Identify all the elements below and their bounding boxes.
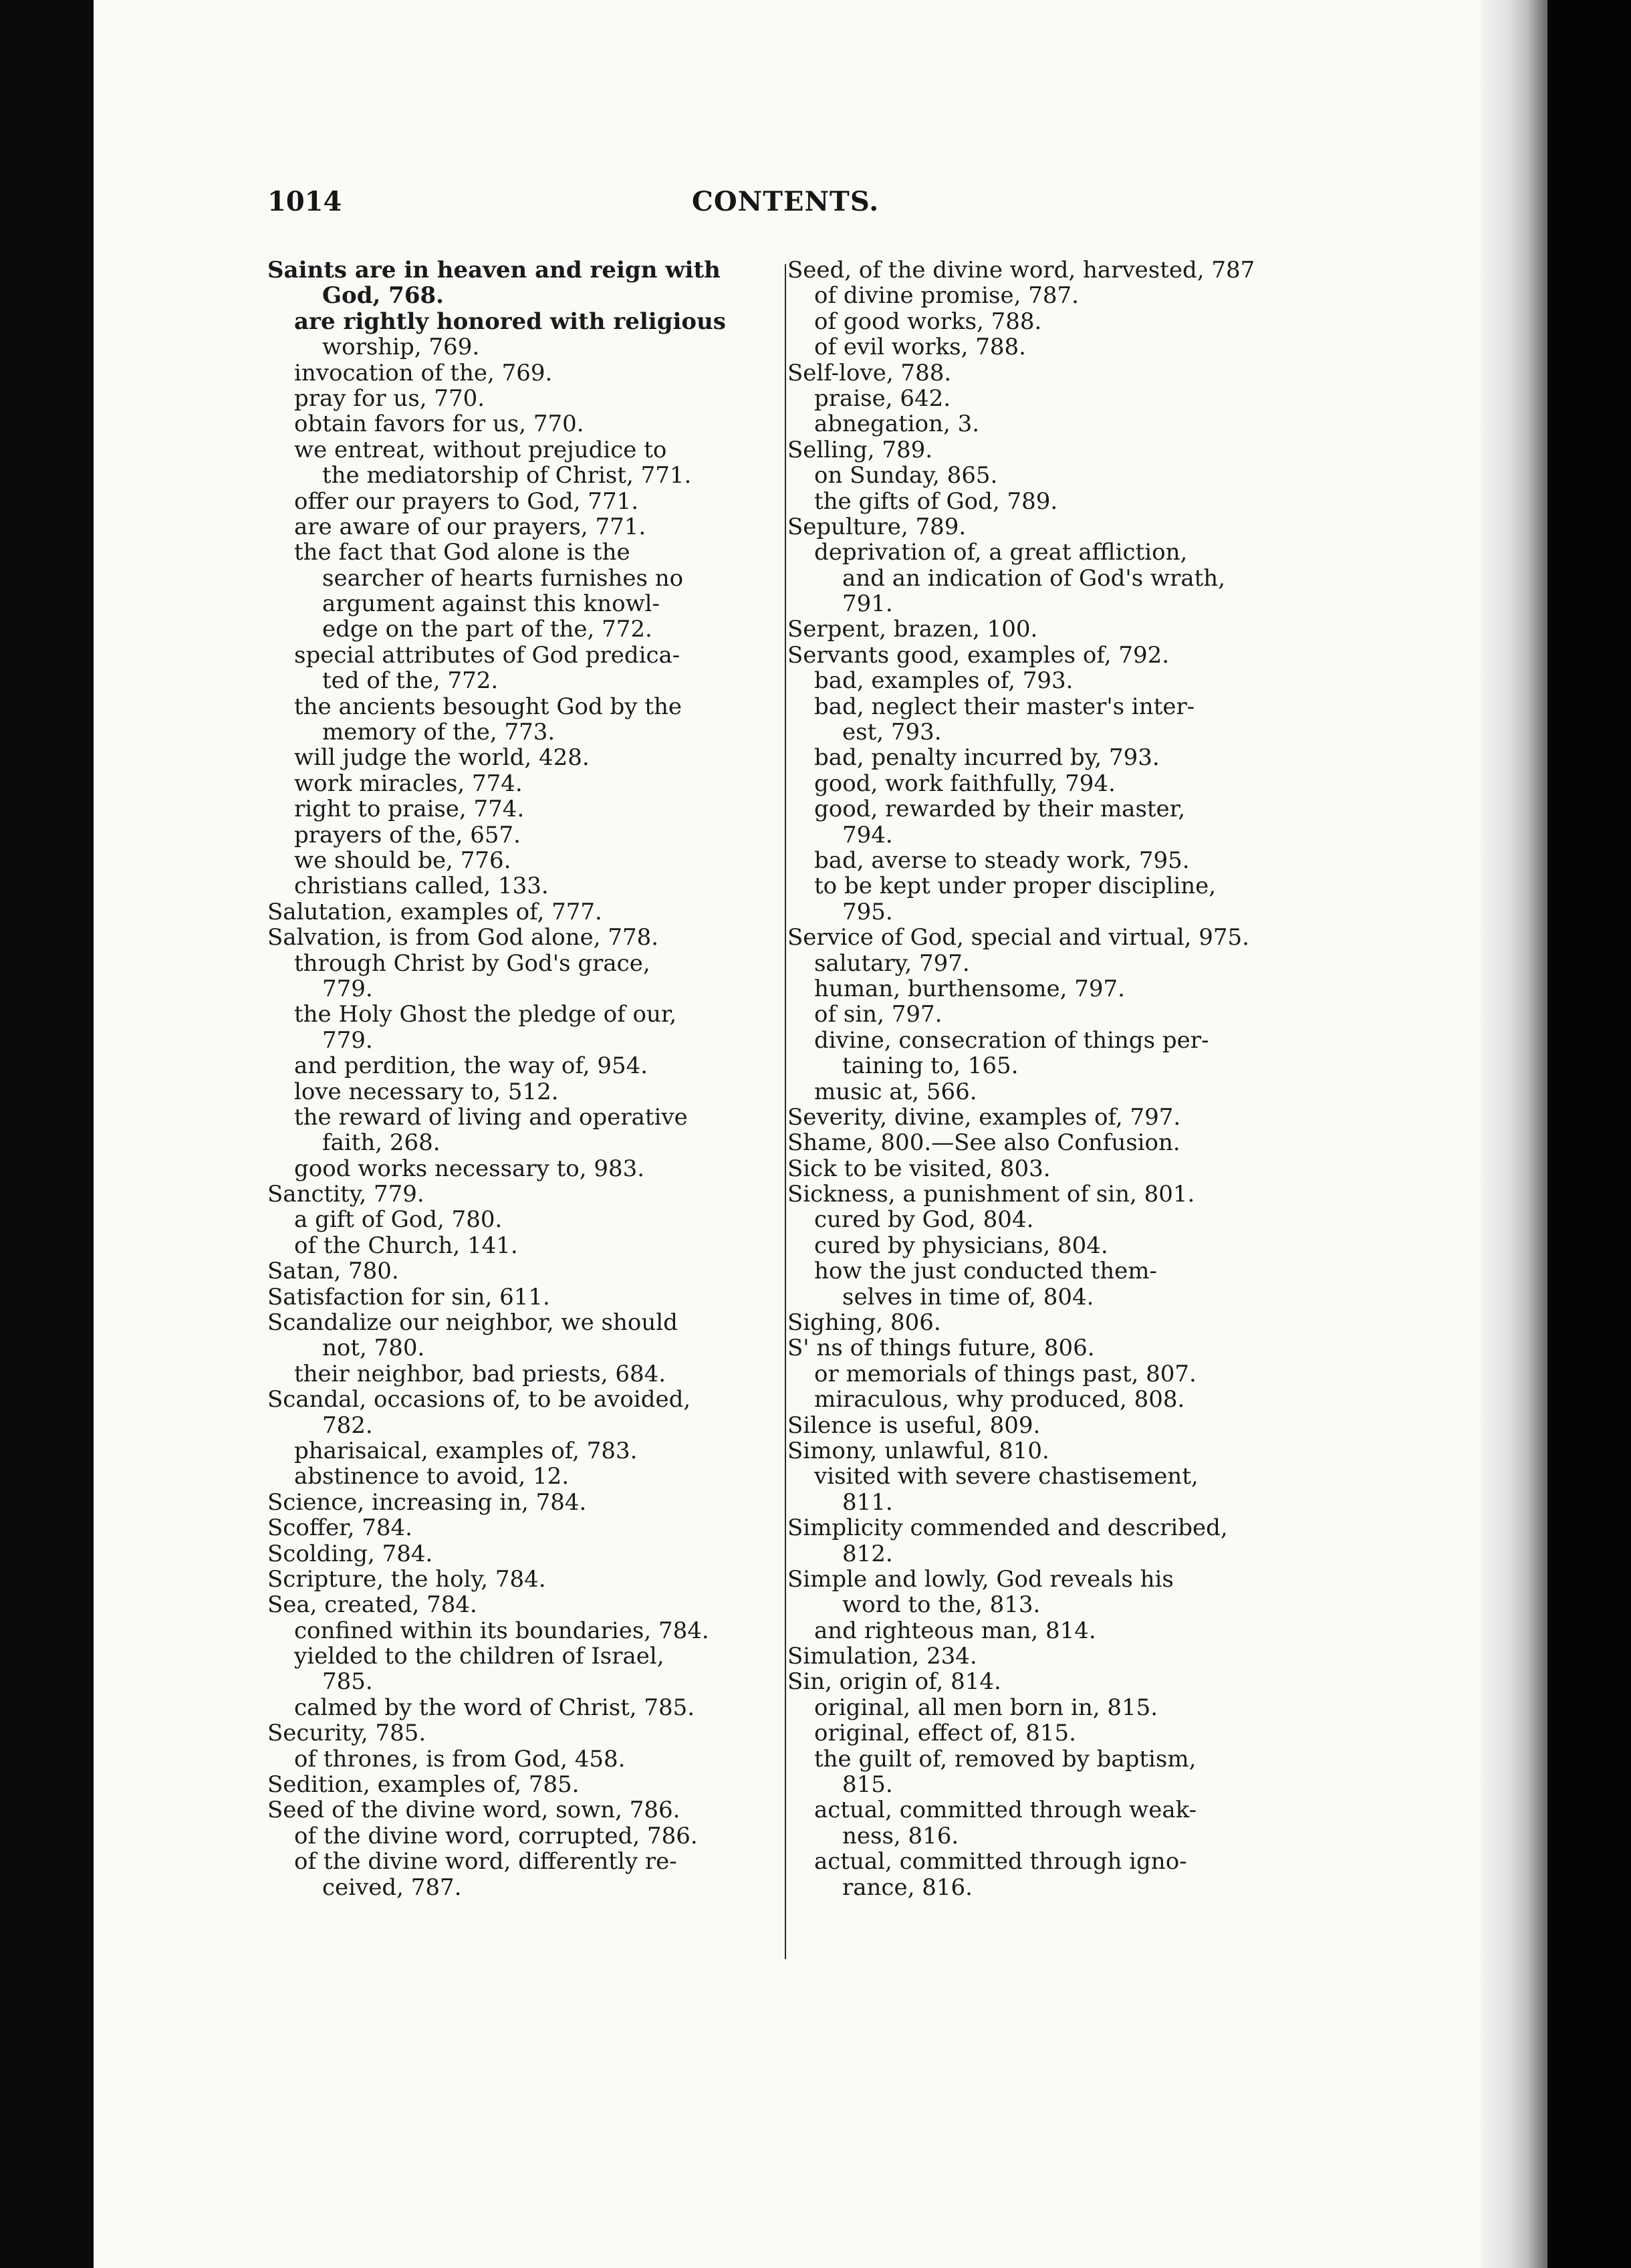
index-subentry: 812.: [842, 1540, 893, 1567]
index-subentry: the gifts of God, 789.: [814, 487, 1058, 515]
index-subentry: to be kept under proper discipline,: [814, 873, 1217, 900]
index-entry: Sickness, a punishment of sin, 801.: [787, 1181, 1195, 1208]
index-subentry: word to the, 813.: [842, 1591, 1041, 1619]
index-subentry: the fact that God alone is the: [294, 539, 630, 566]
index-subentry: obtain favors for us, 770.: [294, 411, 584, 438]
index-subentry: love necessary to, 512.: [294, 1078, 559, 1105]
index-subentry: God, 768.: [322, 282, 444, 310]
column-divider: [785, 264, 786, 1959]
page-header: [267, 186, 1297, 226]
index-subentry: 794.: [842, 821, 893, 848]
index-entry: Satisfaction for sin, 611.: [267, 1283, 550, 1311]
book-gutter: [1547, 0, 1631, 2268]
facing-page-edge: [1481, 0, 1547, 2268]
index-entry: Security, 785.: [267, 1720, 426, 1747]
index-entry: S' ns of things future, 806.: [787, 1335, 1095, 1362]
index-subentry: will judge the world, 428.: [294, 744, 590, 772]
index-subentry: cured by physicians, 804.: [814, 1232, 1108, 1259]
index-subentry: their neighbor, bad priests, 684.: [294, 1360, 666, 1387]
index-entry: Sanctity, 779.: [267, 1181, 424, 1208]
index-subentry: of divine promise, 787.: [814, 282, 1079, 310]
index-subentry: argument against this knowl-: [322, 590, 660, 618]
index-entry: Service of God, special and virtual, 975.: [787, 924, 1249, 951]
index-subentry: 785.: [322, 1668, 373, 1696]
index-subentry: searcher of hearts furnishes no: [322, 564, 684, 592]
index-subentry: music at, 566.: [814, 1078, 977, 1105]
index-subentry: ness, 816.: [842, 1822, 959, 1849]
index-subentry: we should be, 776.: [294, 846, 511, 874]
index-subentry: 782.: [322, 1411, 373, 1439]
index-subentry: christians called, 133.: [294, 873, 549, 900]
index-subentry: or memorials of things past, 807.: [814, 1360, 1197, 1387]
index-subentry: a gift of God, 780.: [294, 1206, 503, 1234]
index-subentry: faith, 268.: [322, 1129, 441, 1157]
index-subentry: pray for us, 770.: [294, 384, 485, 412]
index-entry: Satan, 780.: [267, 1258, 399, 1285]
index-subentry: of the divine word, differently re-: [294, 1848, 677, 1876]
index-subentry: 779.: [322, 975, 373, 1002]
index-entry: Seed of the divine word, sown, 786.: [267, 1797, 680, 1824]
index-subentry: deprivation of, a great affliction,: [814, 539, 1188, 566]
index-subentry: taining to, 165.: [842, 1052, 1019, 1080]
index-subentry: good, work faithfully, 794.: [814, 770, 1116, 797]
index-subentry: rance, 816.: [842, 1874, 973, 1901]
index-column-right: [787, 257, 1292, 1900]
index-entry: Selling, 789.: [787, 436, 933, 463]
index-subentry: of evil works, 788.: [814, 334, 1026, 361]
index-subentry: the mediatorship of Christ, 771.: [322, 462, 692, 489]
index-subentry: of the divine word, corrupted, 786.: [294, 1822, 698, 1849]
index-subentry: good, rewarded by their master,: [814, 796, 1186, 823]
index-subentry: of thrones, is from God, 458.: [294, 1745, 626, 1773]
index-subentry: and righteous man, 814.: [814, 1617, 1096, 1644]
index-subentry: abstinence to avoid, 12.: [294, 1463, 570, 1490]
index-subentry: original, effect of, 815.: [814, 1720, 1076, 1747]
index-subentry: confined within its boundaries, 784.: [294, 1617, 709, 1644]
index-entry: Salutation, examples of, 777.: [267, 898, 602, 925]
index-entry: Seed, of the divine word, harvested, 787: [787, 257, 1255, 284]
index-subentry: calmed by the word of Christ, 785.: [294, 1694, 695, 1721]
index-subentry: divine, consecration of things per-: [814, 1026, 1209, 1054]
index-subentry: actual, committed through igno-: [814, 1848, 1187, 1876]
index-subentry: original, all men born in, 815.: [814, 1694, 1158, 1721]
index-entry: Salvation, is from God alone, 778.: [267, 924, 659, 951]
index-subentry: the Holy Ghost the pledge of our,: [294, 1001, 677, 1028]
index-subentry: bad, neglect their master's inter-: [814, 693, 1195, 720]
index-entry: Sepulture, 789.: [787, 513, 967, 540]
index-entry: Scoffer, 784.: [267, 1514, 412, 1542]
index-subentry: we entreat, without prejudice to: [294, 436, 667, 463]
index-subentry: ted of the, 772.: [322, 667, 499, 695]
index-subentry: visited with severe chastisement,: [814, 1463, 1199, 1490]
index-subentry: of sin, 797.: [814, 1001, 943, 1028]
index-subentry: human, burthensome, 797.: [814, 975, 1125, 1002]
index-entry: Science, increasing in, 784.: [267, 1488, 587, 1516]
index-subentry: 811.: [842, 1488, 893, 1516]
index-entry: Serpent, brazen, 100.: [787, 616, 1038, 643]
index-subentry: worship, 769.: [322, 334, 480, 361]
index-entry: Silence is useful, 809.: [787, 1411, 1041, 1439]
index-entry: Servants good, examples of, 792.: [787, 641, 1170, 669]
index-subentry: and an indication of God's wrath,: [842, 564, 1226, 592]
index-entry: Simplicity commended and described,: [787, 1514, 1228, 1542]
index-entry: Simple and lowly, God reveals his: [787, 1565, 1174, 1593]
index-entry: Sea, created, 784.: [267, 1591, 477, 1619]
index-subentry: are rightly honored with religious: [294, 308, 726, 335]
index-subentry: good works necessary to, 983.: [294, 1155, 645, 1182]
index-subentry: miraculous, why produced, 808.: [814, 1386, 1185, 1413]
index-entry: Scandal, occasions of, to be avoided,: [267, 1386, 691, 1413]
index-subentry: pharisaical, examples of, 783.: [294, 1437, 638, 1464]
index-subentry: invocation of the, 769.: [294, 359, 553, 386]
index-entry: Sedition, examples of, 785.: [267, 1771, 580, 1799]
index-entry: Simulation, 234.: [787, 1643, 977, 1670]
page-title: CONTENTS.: [692, 186, 880, 217]
index-subentry: the guilt of, removed by baptism,: [814, 1745, 1197, 1773]
index-subentry: of good works, 788.: [814, 308, 1042, 335]
index-subentry: are aware of our prayers, 771.: [294, 513, 646, 540]
index-entry: Scripture, the holy, 784.: [267, 1565, 546, 1593]
index-subentry: cured by God, 804.: [814, 1206, 1034, 1234]
index-subentry: special attributes of God predica-: [294, 641, 680, 669]
index-subentry: salutary, 797.: [814, 949, 970, 977]
index-subentry: 795.: [842, 898, 893, 925]
index-subentry: bad, examples of, 793.: [814, 667, 1074, 695]
index-entry: Sick to be visited, 803.: [787, 1155, 1051, 1182]
index-subentry: offer our prayers to God, 771.: [294, 487, 639, 515]
index-subentry: memory of the, 773.: [322, 719, 555, 746]
index-entry: Simony, unlawful, 810.: [787, 1437, 1049, 1464]
index-subentry: and perdition, the way of, 954.: [294, 1052, 648, 1080]
index-subentry: work miracles, 774.: [294, 770, 523, 797]
index-entry: Scandalize our neighbor, we should: [267, 1309, 678, 1337]
index-subentry: actual, committed through weak-: [814, 1797, 1197, 1824]
index-subentry: yielded to the children of Israel,: [294, 1643, 664, 1670]
index-subentry: right to praise, 774.: [294, 796, 525, 823]
index-subentry: the reward of living and operative: [294, 1103, 688, 1131]
index-subentry: 815.: [842, 1771, 893, 1799]
index-subentry: on Sunday, 865.: [814, 462, 998, 489]
index-subentry: through Christ by God's grace,: [294, 949, 650, 977]
index-entry: Shame, 800.—See also Confusion.: [787, 1129, 1180, 1157]
index-entry: Sin, origin of, 814.: [787, 1668, 1001, 1696]
index-subentry: 779.: [322, 1026, 373, 1054]
index-subentry: how the just conducted them-: [814, 1258, 1158, 1285]
index-subentry: not, 780.: [322, 1335, 425, 1362]
index-column-left: [267, 257, 782, 1900]
index-entry: Scolding, 784.: [267, 1540, 433, 1567]
index-subentry: praise, 642.: [814, 384, 951, 412]
index-subentry: abnegation, 3.: [814, 411, 980, 438]
index-entry: Severity, divine, examples of, 797.: [787, 1103, 1181, 1131]
index-entry: Saints are in heaven and reign with: [267, 257, 721, 284]
index-subentry: bad, averse to steady work, 795.: [814, 846, 1190, 874]
index-subentry: selves in time of, 804.: [842, 1283, 1094, 1311]
index-subentry: ceived, 787.: [322, 1874, 462, 1901]
page-number: 1014: [267, 186, 342, 217]
index-subentry: bad, penalty incurred by, 793.: [814, 744, 1160, 772]
index-subentry: 791.: [842, 590, 893, 618]
index-subentry: est, 793.: [842, 719, 942, 746]
index-subentry: of the Church, 141.: [294, 1232, 518, 1259]
index-subentry: edge on the part of the, 772.: [322, 616, 652, 643]
index-entry: Self-love, 788.: [787, 359, 952, 386]
index-subentry: prayers of the, 657.: [294, 821, 521, 848]
index-subentry: the ancients besought God by the: [294, 693, 682, 720]
index-entry: Sighing, 806.: [787, 1309, 941, 1337]
